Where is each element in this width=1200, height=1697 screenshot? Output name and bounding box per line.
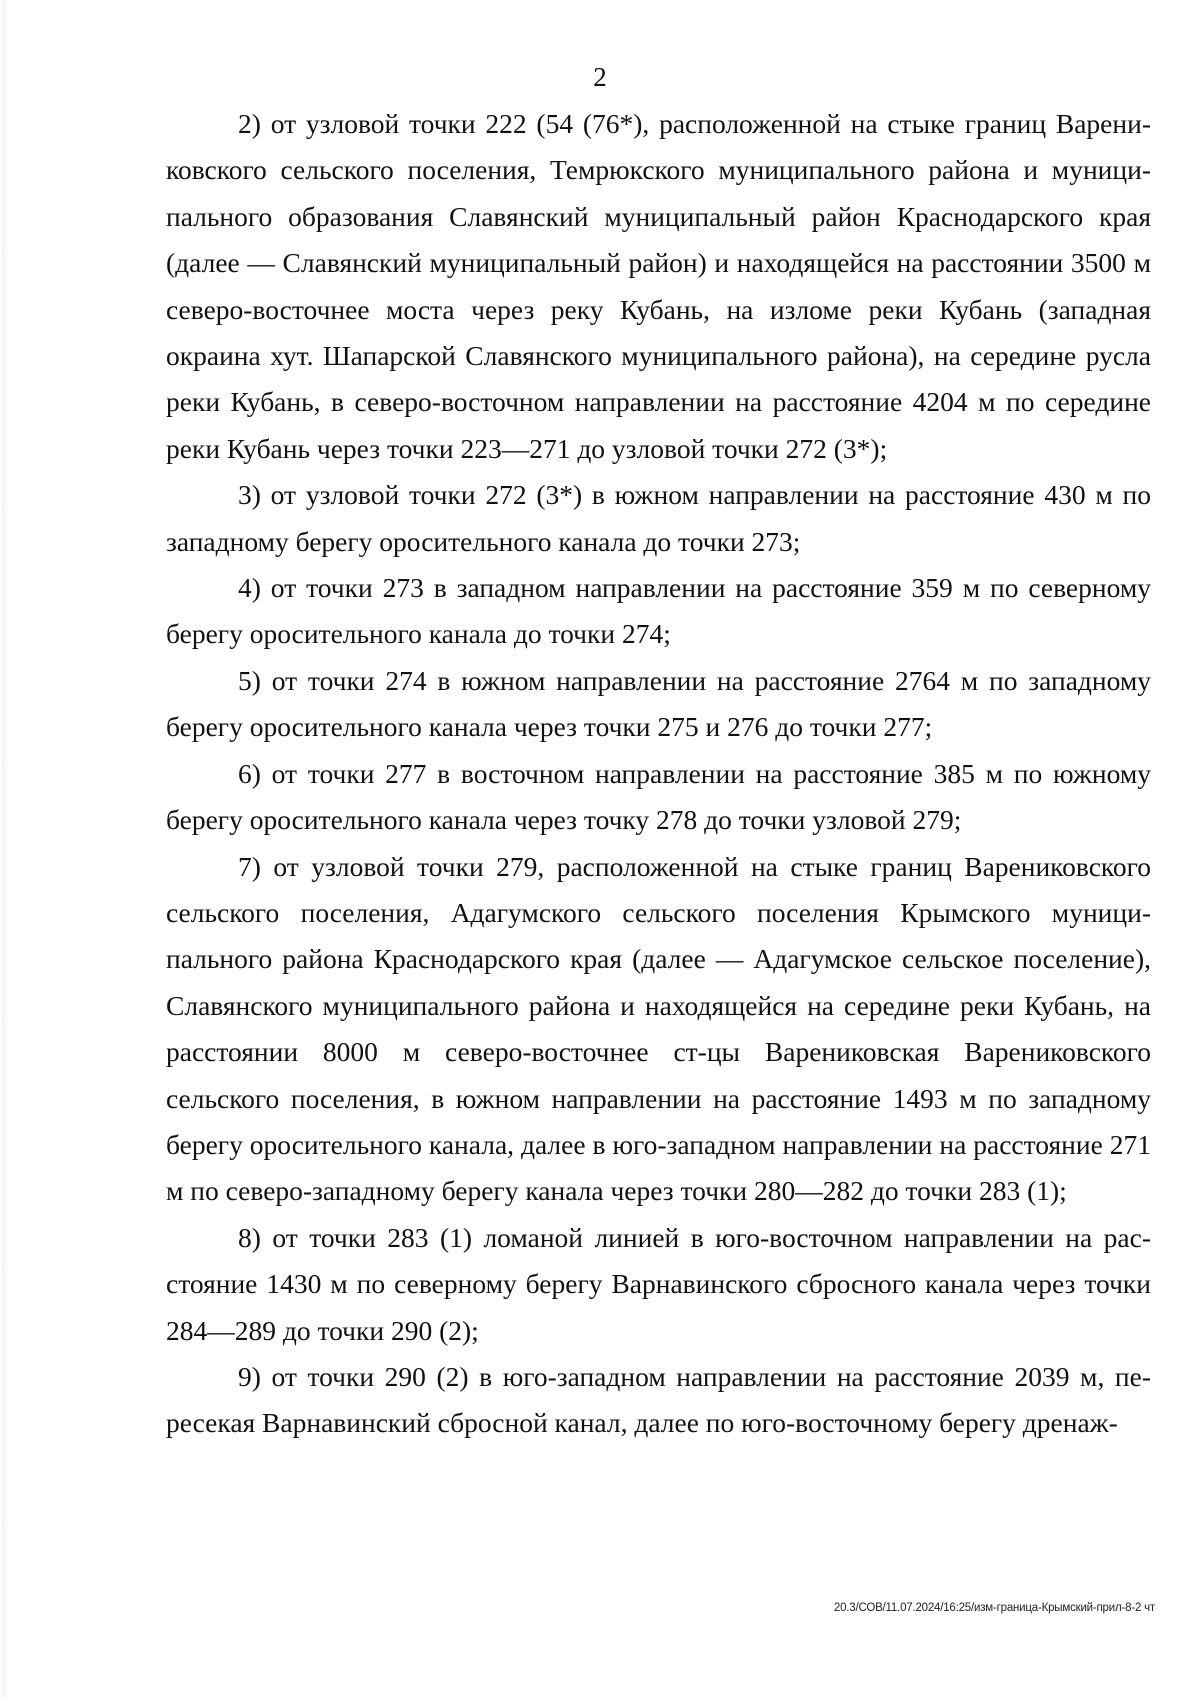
paragraph-item-5: 5) от точки 274 в южном направлении на расстояние 2764 м по западному берегу оросительного канала через точки 275 и 276 до точки 277; xyxy=(166,664,1151,743)
paragraph-item-2: 2) от узловой точки 222 (54 (76*), расположенной на стыке границ Варениковского сельского поселения, Темрюкского муниципального района и муниципального образования Славянский муниципальный район Краснодарского края (далее — Славянский муниципальный район) и находящейся на расстоянии 3500 м северо-восточнее моста через реку Кубань, на изломе реки Кубань (западная окраина хут. Шапарской Славянского муниципального района), на середине русла реки Кубань, в северо-восточном направлении на расстояние 4204 м по середине реки Кубань через точки 223—271 до узловой точки 272 (3*); xyxy=(166,108,1151,464)
paragraph-item-8: 8) от точки 283 (1) ломаной линией в юго-восточном направлении на расстояние 1430 м по северному берегу Варнавинского сбросного канала через точки 284—289 до точки 290 (2); xyxy=(166,1221,1151,1346)
paragraph-item-9: 9) от точки 290 (2) в юго-западном направлении на расстояние 2039 м, пересекая Варнавинский сбросной канал, далее по юго-восточному берегу дренаж- xyxy=(166,1360,1151,1439)
page-number: 2 xyxy=(593,62,607,92)
paragraph-item-7: 7) от узловой точки 279, расположенной на стыке границ Варениковского сельского поселения, Адагумского сельского поселения Крымского муниципального района Краснодарского края (далее — Адагумское сельское поселение), Славянского муниципального района и находящейся на середине реки Кубань, на расстоянии 8000 м северо-восточнее ст-цы Варениковская Варениковского сельского поселения, в южном направлении на расстояние 1493 м по западному берегу оросительного канала, далее в юго-западном направлении на расстояние 271 м по северо-западному берегу канала через точки 280—282 до точки 283 (1); xyxy=(166,850,1151,1207)
footer-document-code: 20.3/СОВ/11.07.2024/16:25/изм-граница-Крымский-прил-8-2 чт xyxy=(833,1602,1155,1614)
paragraph-item-3: 3) от узловой точки 272 (3*) в южном направлении на расстояние 430 м по западному берегу оросительного канала до точки 273; xyxy=(166,479,1151,557)
paragraph-item-4: 4) от точки 273 в западном направлении на расстояние 359 м по северному берегу оросительного канала до точки 274; xyxy=(166,572,1151,650)
document-body xyxy=(166,101,1151,1447)
paragraph-item-6: 6) от точки 277 в восточном направлении на расстояние 385 м по южному берегу оросительного канала через точку 278 до точки узловой 279; xyxy=(166,757,1151,836)
scan-edge-shadow xyxy=(2,0,8,1697)
